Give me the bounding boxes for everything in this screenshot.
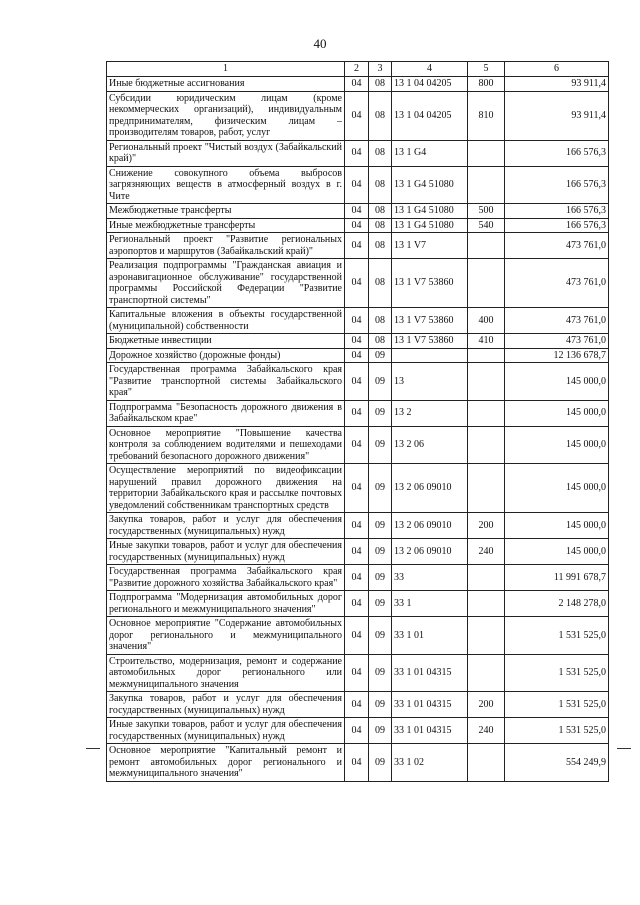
target-article-cell: 33 1 01 04315 (392, 718, 468, 744)
expense-type-cell: 540 (468, 218, 505, 233)
item-name-cell: Закупка товаров, работ и услуг для обеспечения государственных (муниципальных) нужд (107, 692, 345, 718)
table-row (107, 140, 609, 166)
section-code-cell: 04 (345, 539, 369, 565)
subsection-code-cell: 09 (369, 654, 392, 692)
expense-type-cell: 810 (468, 91, 505, 140)
header-cell: 5 (468, 62, 505, 77)
target-article-cell (392, 348, 468, 363)
expense-type-cell: 200 (468, 513, 505, 539)
section-code-cell: 04 (345, 140, 369, 166)
target-article-cell: 13 2 06 09010 (392, 513, 468, 539)
table-row (107, 259, 609, 308)
table-row (107, 565, 609, 591)
subsection-code-cell: 09 (369, 617, 392, 655)
expense-type-cell (468, 591, 505, 617)
section-code-cell: 04 (345, 348, 369, 363)
target-article-cell: 13 (392, 363, 468, 401)
amount-cell: 145 000,0 (505, 513, 609, 539)
expense-type-cell: 800 (468, 77, 505, 92)
subsection-code-cell: 08 (369, 233, 392, 259)
table-row (107, 77, 609, 92)
table-row (107, 91, 609, 140)
item-name-cell: Бюджетные инвестиции (107, 334, 345, 349)
expense-type-cell (468, 348, 505, 363)
expense-type-cell (468, 363, 505, 401)
subsection-code-cell: 09 (369, 426, 392, 464)
subsection-code-cell: 08 (369, 308, 392, 334)
table-header-row (107, 62, 609, 77)
table-body (107, 77, 609, 782)
item-name-cell: Строительство, модернизация, ремонт и содержание автомобильных дорог регионального или межмуниципального значения (107, 654, 345, 692)
target-article-cell: 13 1 G4 51080 (392, 204, 468, 219)
section-code-cell: 04 (345, 426, 369, 464)
expense-type-cell: 200 (468, 692, 505, 718)
expense-type-cell (468, 617, 505, 655)
subsection-code-cell: 09 (369, 539, 392, 565)
section-code-cell: 04 (345, 400, 369, 426)
item-name-cell: Субсидии юридическим лицам (кроме некоммерческих организаций), индивидуальным предпринимателям, физическим лицам – производителям товаров, работ, услуг (107, 91, 345, 140)
item-name-cell: Закупка товаров, работ и услуг для обеспечения государственных (муниципальных) нужд (107, 513, 345, 539)
margin-mark-left (86, 748, 100, 749)
subsection-code-cell: 08 (369, 218, 392, 233)
expense-type-cell: 500 (468, 204, 505, 219)
amount-cell: 1 531 525,0 (505, 654, 609, 692)
target-article-cell: 13 1 V7 53860 (392, 334, 468, 349)
expense-type-cell (468, 233, 505, 259)
amount-cell: 473 761,0 (505, 259, 609, 308)
subsection-code-cell: 09 (369, 348, 392, 363)
subsection-code-cell: 09 (369, 513, 392, 539)
section-code-cell: 04 (345, 363, 369, 401)
table-row (107, 334, 609, 349)
table-row (107, 363, 609, 401)
amount-cell: 145 000,0 (505, 464, 609, 513)
section-code-cell: 04 (345, 464, 369, 513)
target-article-cell: 13 1 V7 (392, 233, 468, 259)
subsection-code-cell: 09 (369, 464, 392, 513)
target-article-cell: 13 1 G4 51080 (392, 166, 468, 204)
subsection-code-cell: 08 (369, 204, 392, 219)
amount-cell: 473 761,0 (505, 308, 609, 334)
header-cell: 6 (505, 62, 609, 77)
table-row (107, 718, 609, 744)
table-row (107, 464, 609, 513)
target-article-cell: 33 (392, 565, 468, 591)
section-code-cell: 04 (345, 218, 369, 233)
header-cell: 2 (345, 62, 369, 77)
item-name-cell: Иные бюджетные ассигнования (107, 77, 345, 92)
expense-type-cell (468, 426, 505, 464)
subsection-code-cell: 09 (369, 692, 392, 718)
expense-type-cell (468, 400, 505, 426)
section-code-cell: 04 (345, 233, 369, 259)
amount-cell: 166 576,3 (505, 204, 609, 219)
amount-cell: 12 136 678,7 (505, 348, 609, 363)
amount-cell: 166 576,3 (505, 218, 609, 233)
item-name-cell: Региональный проект "Развитие региональных аэропортов и маршрутов (Забайкальский край)" (107, 233, 345, 259)
item-name-cell: Государственная программа Забайкальского края "Развитие дорожного хозяйства Забайкальского края" (107, 565, 345, 591)
section-code-cell: 04 (345, 617, 369, 655)
target-article-cell: 13 2 06 (392, 426, 468, 464)
target-article-cell: 13 1 04 04205 (392, 77, 468, 92)
table-row (107, 591, 609, 617)
target-article-cell: 33 1 01 04315 (392, 654, 468, 692)
expense-type-cell (468, 259, 505, 308)
table-row (107, 692, 609, 718)
item-name-cell: Основное мероприятие "Капитальный ремонт и ремонт автомобильных дорог регионального и межмуниципального значения" (107, 744, 345, 782)
section-code-cell: 04 (345, 513, 369, 539)
expense-type-cell (468, 565, 505, 591)
section-code-cell: 04 (345, 334, 369, 349)
amount-cell: 11 991 678,7 (505, 565, 609, 591)
item-name-cell: Иные закупки товаров, работ и услуг для обеспечения государственных (муниципальных) нужд (107, 539, 345, 565)
target-article-cell: 13 1 04 04205 (392, 91, 468, 140)
table-row (107, 204, 609, 219)
item-name-cell: Капитальные вложения в объекты государственной (муниципальной) собственности (107, 308, 345, 334)
item-name-cell: Основное мероприятие "Содержание автомобильных дорог регионального и межмуниципального значения" (107, 617, 345, 655)
section-code-cell: 04 (345, 91, 369, 140)
amount-cell: 473 761,0 (505, 233, 609, 259)
target-article-cell: 33 1 01 (392, 617, 468, 655)
table-row (107, 348, 609, 363)
amount-cell: 93 911,4 (505, 77, 609, 92)
item-name-cell: Основное мероприятие "Повышение качества контроля за соблюдением водителями и пешеходами требований безопасного дорожного движения" (107, 426, 345, 464)
page-number: 40 (313, 36, 327, 51)
amount-cell: 2 148 278,0 (505, 591, 609, 617)
expense-type-cell: 240 (468, 539, 505, 565)
section-code-cell: 04 (345, 718, 369, 744)
table-row (107, 513, 609, 539)
subsection-code-cell: 08 (369, 91, 392, 140)
subsection-code-cell: 09 (369, 744, 392, 782)
amount-cell: 93 911,4 (505, 91, 609, 140)
table-row (107, 654, 609, 692)
table-row (107, 539, 609, 565)
margin-mark-right (617, 748, 631, 749)
target-article-cell: 13 1 G4 (392, 140, 468, 166)
expense-type-cell (468, 744, 505, 782)
expense-type-cell: 400 (468, 308, 505, 334)
target-article-cell: 13 2 (392, 400, 468, 426)
table-row (107, 617, 609, 655)
amount-cell: 145 000,0 (505, 426, 609, 464)
expense-type-cell (468, 464, 505, 513)
item-name-cell: Иные закупки товаров, работ и услуг для обеспечения государственных (муниципальных) нужд (107, 718, 345, 744)
expense-type-cell (468, 140, 505, 166)
section-code-cell: 04 (345, 654, 369, 692)
subsection-code-cell: 08 (369, 334, 392, 349)
target-article-cell: 33 1 (392, 591, 468, 617)
section-code-cell: 04 (345, 77, 369, 92)
section-code-cell: 04 (345, 591, 369, 617)
item-name-cell: Подпрограмма "Безопасность дорожного движения в Забайкальском крае" (107, 400, 345, 426)
table-row (107, 308, 609, 334)
amount-cell: 1 531 525,0 (505, 718, 609, 744)
expense-type-cell (468, 654, 505, 692)
header-cell: 1 (107, 62, 345, 77)
amount-cell: 166 576,3 (505, 166, 609, 204)
item-name-cell: Снижение совокупного объема выбросов загрязняющих веществ в атмосферный воздух в г. Чите (107, 166, 345, 204)
item-name-cell: Дорожное хозяйство (дорожные фонды) (107, 348, 345, 363)
item-name-cell: Иные межбюджетные трансферты (107, 218, 345, 233)
section-code-cell: 04 (345, 565, 369, 591)
table-row (107, 400, 609, 426)
table-row (107, 426, 609, 464)
section-code-cell: 04 (345, 744, 369, 782)
table-row (107, 744, 609, 782)
header-cell: 4 (392, 62, 468, 77)
expense-type-cell: 410 (468, 334, 505, 349)
amount-cell: 166 576,3 (505, 140, 609, 166)
subsection-code-cell: 08 (369, 259, 392, 308)
table-row (107, 166, 609, 204)
subsection-code-cell: 09 (369, 565, 392, 591)
expense-type-cell: 240 (468, 718, 505, 744)
target-article-cell: 13 1 G4 51080 (392, 218, 468, 233)
amount-cell: 145 000,0 (505, 539, 609, 565)
section-code-cell: 04 (345, 692, 369, 718)
budget-table (106, 61, 609, 782)
section-code-cell: 04 (345, 259, 369, 308)
target-article-cell: 13 2 06 09010 (392, 464, 468, 513)
subsection-code-cell: 08 (369, 77, 392, 92)
target-article-cell: 13 1 V7 53860 (392, 308, 468, 334)
section-code-cell: 04 (345, 308, 369, 334)
table-row (107, 218, 609, 233)
target-article-cell: 13 2 06 09010 (392, 539, 468, 565)
item-name-cell: Подпрограмма "Модернизация автомобильных дорог регионального и межмуниципального значения" (107, 591, 345, 617)
amount-cell: 1 531 525,0 (505, 617, 609, 655)
target-article-cell: 13 1 V7 53860 (392, 259, 468, 308)
section-code-cell: 04 (345, 204, 369, 219)
section-code-cell: 04 (345, 166, 369, 204)
target-article-cell: 33 1 01 04315 (392, 692, 468, 718)
subsection-code-cell: 09 (369, 591, 392, 617)
header-cell: 3 (369, 62, 392, 77)
target-article-cell: 33 1 02 (392, 744, 468, 782)
item-name-cell: Осуществление мероприятий по видеофиксации нарушений правил дорожного движения на территории Забайкальского края и рассылке почтовых уведомлений собственникам транспортных средств (107, 464, 345, 513)
amount-cell: 473 761,0 (505, 334, 609, 349)
amount-cell: 145 000,0 (505, 400, 609, 426)
subsection-code-cell: 08 (369, 166, 392, 204)
expense-type-cell (468, 166, 505, 204)
item-name-cell: Региональный проект "Чистый воздух (Забайкальский край)" (107, 140, 345, 166)
amount-cell: 145 000,0 (505, 363, 609, 401)
amount-cell: 1 531 525,0 (505, 692, 609, 718)
item-name-cell: Государственная программа Забайкальского края "Развитие транспортной системы Забайкальского края" (107, 363, 345, 401)
subsection-code-cell: 08 (369, 140, 392, 166)
table-row (107, 233, 609, 259)
subsection-code-cell: 09 (369, 363, 392, 401)
subsection-code-cell: 09 (369, 400, 392, 426)
item-name-cell: Межбюджетные трансферты (107, 204, 345, 219)
item-name-cell: Реализация подпрограммы "Гражданская авиация и аэронавигационное обслуживание" государственной программы Российской Федерации "Развитие транспортной системы" (107, 259, 345, 308)
subsection-code-cell: 09 (369, 718, 392, 744)
amount-cell: 554 249,9 (505, 744, 609, 782)
